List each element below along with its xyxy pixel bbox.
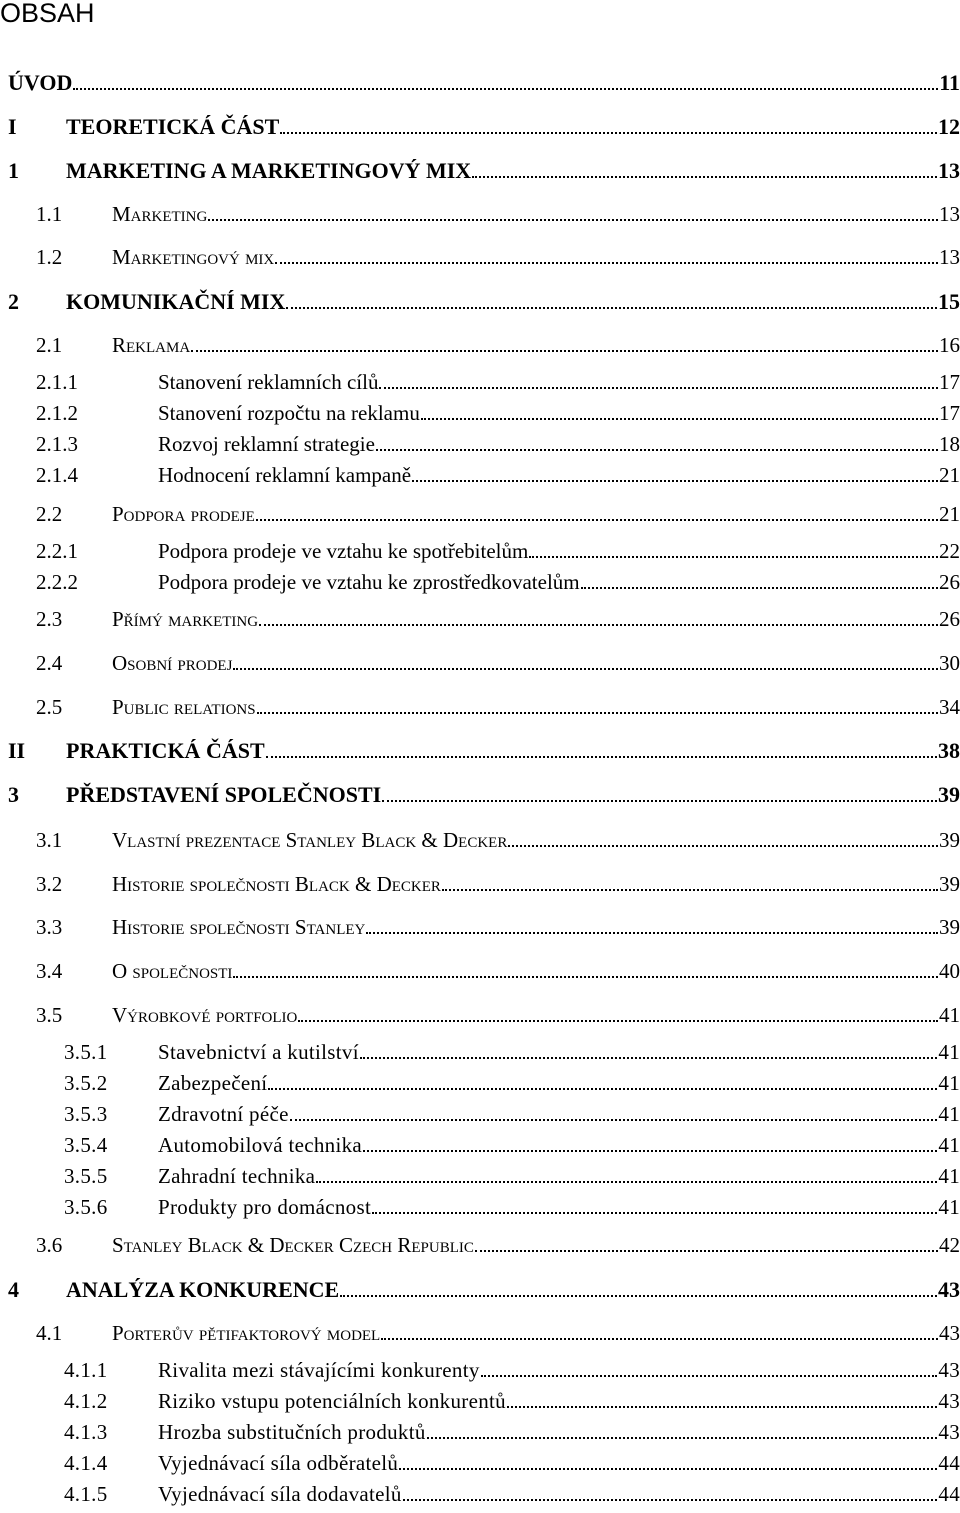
toc-entry-number: 2 xyxy=(8,289,19,314)
toc-entry-page: 41 xyxy=(938,1071,960,1095)
toc-entry[interactable] xyxy=(0,1233,960,1263)
toc-entry-number: 3.5 xyxy=(36,1003,63,1027)
toc-entry[interactable] xyxy=(0,502,960,532)
dot-leader xyxy=(581,587,938,589)
toc-entry-title: Vyjednávací síla odběratelů xyxy=(158,1451,399,1475)
toc-entry-title: Riziko vstupu potenciálních konkurentů xyxy=(158,1389,506,1413)
toc-entry-number: 4.1.4 xyxy=(64,1451,108,1475)
toc-entry-title: Výrobkové portfolio xyxy=(112,1003,298,1027)
toc-entry[interactable] xyxy=(0,1133,960,1163)
toc-entry-number: 3.6 xyxy=(36,1233,63,1257)
toc-entry-number: 2.2 xyxy=(36,502,63,526)
toc-entry-page: 39 xyxy=(939,915,960,939)
toc-entry-page: 39 xyxy=(938,782,960,807)
dot-leader xyxy=(399,1468,937,1470)
toc-entry-title: Rozvoj reklamní strategie xyxy=(158,432,375,456)
toc-entry[interactable] xyxy=(0,1040,960,1070)
toc-entry-page: 41 xyxy=(938,1102,960,1126)
toc-entry[interactable] xyxy=(0,695,960,725)
toc-entry-number: 3.5.6 xyxy=(64,1195,108,1219)
toc-entry-page: 41 xyxy=(938,1195,960,1219)
dot-leader xyxy=(316,1181,937,1183)
toc-entry[interactable] xyxy=(0,158,960,188)
toc-entry[interactable] xyxy=(0,1003,960,1033)
toc-entry[interactable] xyxy=(0,915,960,945)
toc-entry-page: 34 xyxy=(939,695,960,719)
dot-leader xyxy=(508,845,938,847)
dot-leader xyxy=(208,219,938,221)
toc-entry-title: PŘEDSTAVENÍ SPOLEČNOSTI xyxy=(66,782,382,807)
toc-entry-number: 3.5.2 xyxy=(64,1071,108,1095)
toc-entry[interactable] xyxy=(0,539,960,569)
toc-entry[interactable] xyxy=(0,1420,960,1450)
dot-leader xyxy=(233,668,938,670)
toc-entry[interactable] xyxy=(0,1164,960,1194)
dot-leader xyxy=(275,262,938,264)
dot-leader xyxy=(529,556,938,558)
dot-leader xyxy=(507,1406,937,1408)
toc-entry[interactable] xyxy=(0,202,960,232)
dot-leader xyxy=(381,1338,938,1340)
toc-entry-number: 4.1.3 xyxy=(64,1420,108,1444)
toc-entry-page: 21 xyxy=(939,502,960,526)
toc-entry-page: 21 xyxy=(939,463,960,487)
toc-entry-title: PRAKTICKÁ ČÁST xyxy=(66,738,265,763)
toc-entry-page: 43 xyxy=(938,1277,960,1302)
toc-entry[interactable] xyxy=(0,1195,960,1225)
toc-entry[interactable] xyxy=(0,570,960,600)
dot-leader xyxy=(286,307,937,309)
toc-entry-title: Podpora prodeje xyxy=(112,502,255,526)
toc-entry-number: 4.1.1 xyxy=(64,1358,108,1382)
toc-entry-page: 43 xyxy=(939,1321,960,1345)
dot-leader xyxy=(256,519,938,521)
toc-entry-title: Marketingový mix xyxy=(112,245,275,269)
toc-entry[interactable] xyxy=(0,463,960,493)
dot-leader xyxy=(340,1295,937,1297)
toc-entry-page: 17 xyxy=(939,370,960,394)
toc-entry-number: 2.1.2 xyxy=(36,401,78,425)
toc-entry-number: 1 xyxy=(8,158,19,183)
toc-entry-title: Stavebnictví a kutilství xyxy=(158,1040,359,1064)
toc-entry-title: Zdravotní péče xyxy=(158,1102,289,1126)
toc-entry-page: 40 xyxy=(939,959,960,983)
toc-entry-title: Public relations xyxy=(112,695,256,719)
toc-entry-number: 3.5.3 xyxy=(64,1102,108,1126)
toc-entry-number: 3.3 xyxy=(36,915,63,939)
toc-entry-page: 38 xyxy=(938,738,960,763)
toc-entry[interactable] xyxy=(0,432,960,462)
toc-entry-title: Automobilová technika xyxy=(158,1133,363,1157)
toc-entry-page: 41 xyxy=(939,1003,960,1027)
toc-entry-number: 4.1.5 xyxy=(64,1482,108,1506)
toc-entry-number: 2.4 xyxy=(36,651,63,675)
toc-entry[interactable] xyxy=(0,651,960,681)
toc-entry-title: Stanley Black & Decker Czech Republic xyxy=(112,1233,474,1257)
toc-entry-number: 2.1.3 xyxy=(36,432,78,456)
toc-entry-page: 41 xyxy=(938,1040,960,1064)
toc-entry-title: Reklama xyxy=(112,333,191,357)
dot-leader xyxy=(290,1119,938,1121)
toc-entry[interactable] xyxy=(0,1358,960,1388)
toc-entry-page: 44 xyxy=(938,1451,960,1475)
toc-entry[interactable] xyxy=(0,872,960,902)
toc-entry-title: Stanovení rozpočtu na reklamu xyxy=(158,401,420,425)
dot-leader xyxy=(259,624,938,626)
toc-entry-title: Vyjednávací síla dodavatelů xyxy=(158,1482,402,1506)
toc-entry[interactable] xyxy=(0,70,960,100)
toc-entry-title: Stanovení reklamních cílů xyxy=(158,370,379,394)
toc-entry-page: 41 xyxy=(938,1164,960,1188)
toc-entry-page: 39 xyxy=(939,828,960,852)
dot-leader xyxy=(366,932,938,934)
dot-leader xyxy=(257,712,938,714)
toc-entry-title: Rivalita mezi stávajícími konkurenty xyxy=(158,1358,480,1382)
toc-entry-page: 17 xyxy=(939,401,960,425)
toc-entry-title: Podpora prodeje ve vztahu ke zprostředkovatelům xyxy=(158,570,580,594)
toc-entry-page: 13 xyxy=(939,245,960,269)
toc-entry-number: 4.1 xyxy=(36,1321,63,1345)
toc-entry-number: 3.1 xyxy=(36,828,63,852)
toc-entry-title: ANALÝZA KONKURENCE xyxy=(66,1277,340,1302)
toc-entry-number: 3.5.1 xyxy=(64,1040,108,1064)
toc-entry-title: Hrozba substitučních produktů xyxy=(158,1420,426,1444)
toc-entry[interactable] xyxy=(0,245,960,275)
toc-entry-title: MARKETING A MARKETINGOVÝ MIX xyxy=(66,158,472,183)
toc-entry-title: Historie společnosti Black & Decker xyxy=(112,872,441,896)
toc-entry-number: 3.2 xyxy=(36,872,63,896)
toc-entry-number: 2.5 xyxy=(36,695,63,719)
toc-entry-page: 39 xyxy=(939,872,960,896)
toc-entry-number: 3 xyxy=(8,782,19,807)
dot-leader xyxy=(360,1057,938,1059)
toc-entry-page: 26 xyxy=(939,607,960,631)
toc-entry-page: 44 xyxy=(938,1482,960,1506)
dot-leader xyxy=(363,1150,937,1152)
dot-leader xyxy=(266,756,937,758)
dot-leader xyxy=(382,800,937,802)
toc-entry[interactable] xyxy=(0,401,960,431)
toc-entry[interactable] xyxy=(0,1102,960,1132)
toc-entry-number: 1.2 xyxy=(36,245,63,269)
toc-entry-page: 43 xyxy=(938,1420,960,1444)
dot-leader xyxy=(372,1212,937,1214)
toc-entry[interactable] xyxy=(0,738,960,768)
toc-entry-number: 4 xyxy=(8,1277,19,1302)
toc-entry-title: Porterův pětifaktorový model xyxy=(112,1321,381,1345)
toc-entry-page: 22 xyxy=(939,539,960,563)
dot-leader xyxy=(442,889,938,891)
toc-entry-title: KOMUNIKAČNÍ MIX xyxy=(66,289,286,314)
dot-leader xyxy=(191,350,938,352)
toc-entry-number: 2.2.2 xyxy=(36,570,78,594)
toc-entry-page: 18 xyxy=(939,432,960,456)
toc-entry-title: Osobní prodej xyxy=(112,651,233,675)
toc-entry[interactable] xyxy=(0,114,960,144)
toc-entry[interactable] xyxy=(0,1482,960,1512)
toc-entry[interactable] xyxy=(0,1277,960,1307)
dot-leader xyxy=(421,418,938,420)
toc-entry-page: 13 xyxy=(939,202,960,226)
toc-entry-page: 43 xyxy=(938,1358,960,1382)
toc-entry-title: Hodnocení reklamní kampaně xyxy=(158,463,412,487)
toc-entry-page: 13 xyxy=(938,158,960,183)
dot-leader xyxy=(376,449,938,451)
toc-entry-page: 15 xyxy=(938,289,960,314)
toc-entry-title: Přímý marketing xyxy=(112,607,259,631)
toc-entry[interactable] xyxy=(0,828,960,858)
toc-entry[interactable] xyxy=(0,607,960,637)
toc-entry-title: Historie společnosti Stanley xyxy=(112,915,366,939)
toc-entry-number: 2.1.1 xyxy=(36,370,78,394)
toc-entry-number: I xyxy=(8,114,17,139)
toc-entry-number: 2.3 xyxy=(36,607,63,631)
dot-leader xyxy=(379,387,938,389)
toc-entry-number: 4.1.2 xyxy=(64,1389,108,1413)
toc-entry-page: 11 xyxy=(939,70,960,95)
toc-entry-page: 42 xyxy=(939,1233,960,1257)
dot-leader xyxy=(427,1437,938,1439)
toc-entry[interactable] xyxy=(0,782,960,812)
toc-entry-number: 1.1 xyxy=(36,202,63,226)
toc-entry[interactable] xyxy=(0,1321,960,1351)
toc-entry-page: 12 xyxy=(938,114,960,139)
dot-leader xyxy=(403,1499,938,1501)
toc-entry[interactable] xyxy=(0,289,960,319)
toc-entry-title: Produkty pro domácnost xyxy=(158,1195,372,1219)
toc-entry-page: 26 xyxy=(939,570,960,594)
toc-entry-number: 2.1 xyxy=(36,333,63,357)
dot-leader xyxy=(472,176,937,178)
toc-entry-title: O společnosti xyxy=(112,959,233,983)
toc-entry-number: 2.1.4 xyxy=(36,463,78,487)
toc-entry-number: 2.2.1 xyxy=(36,539,78,563)
toc-entry-number: 3.5.5 xyxy=(64,1164,108,1188)
toc-entry-title: Podpora prodeje ve vztahu ke spotřebitelům xyxy=(158,539,529,563)
toc-entry-page: 30 xyxy=(939,651,960,675)
toc-entry[interactable] xyxy=(0,333,960,363)
toc-entry[interactable] xyxy=(0,959,960,989)
toc-entry[interactable] xyxy=(0,1071,960,1101)
toc-entry-title: Zabezpečení xyxy=(158,1071,268,1095)
toc-entry-title: Vlastní prezentace Stanley Black & Decker xyxy=(112,828,508,852)
toc-entry-number: 3.5.4 xyxy=(64,1133,108,1157)
toc-entry-title: Zahradní technika xyxy=(158,1164,316,1188)
toc-entry-page: 41 xyxy=(938,1133,960,1157)
dot-leader xyxy=(73,88,938,90)
toc-entry[interactable] xyxy=(0,1451,960,1481)
toc-entry-number: II xyxy=(8,738,26,763)
page-title: OBSAH xyxy=(0,0,95,28)
dot-leader xyxy=(475,1250,938,1252)
dot-leader xyxy=(298,1020,938,1022)
toc-entry[interactable] xyxy=(0,1389,960,1419)
dot-leader xyxy=(233,976,938,978)
toc-entry-title: Marketing xyxy=(112,202,208,226)
toc-entry[interactable] xyxy=(0,370,960,400)
dot-leader xyxy=(412,480,938,482)
dot-leader xyxy=(481,1375,938,1377)
toc-entry-page: 16 xyxy=(939,333,960,357)
dot-leader xyxy=(268,1088,937,1090)
toc-entry-title: ÚVOD xyxy=(8,70,73,95)
dot-leader xyxy=(280,132,937,134)
toc-entry-title: TEORETICKÁ ČÁST xyxy=(66,114,280,139)
toc-entry-number: 3.4 xyxy=(36,959,63,983)
toc-entry-page: 43 xyxy=(938,1389,960,1413)
